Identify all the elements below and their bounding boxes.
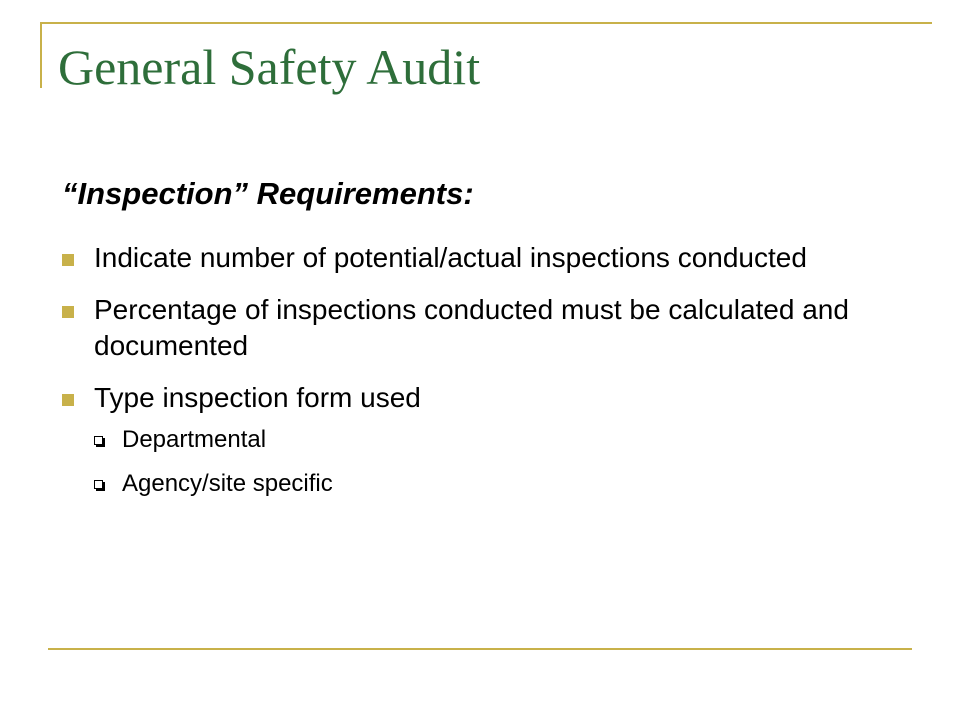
sub-bullet-list xyxy=(94,424,922,500)
square-bullet-icon xyxy=(62,254,74,266)
bottom-rule xyxy=(48,648,912,650)
slide-title: General Safety Audit xyxy=(58,39,481,95)
square-bullet-icon xyxy=(62,306,74,318)
list-item xyxy=(62,240,922,276)
hollow-square-bullet-icon xyxy=(94,436,103,445)
bullet-text: Indicate number of potential/actual inspections conducted xyxy=(94,242,807,273)
list-item xyxy=(62,380,922,500)
list-item xyxy=(62,292,922,364)
bullet-text: Percentage of inspections conducted must be calculated and documented xyxy=(94,294,849,361)
square-bullet-icon xyxy=(62,394,74,406)
bullet-text: Type inspection form used xyxy=(94,382,421,413)
sub-list-item xyxy=(94,468,922,500)
sub-bullet-text: Departmental xyxy=(122,426,267,453)
top-rule xyxy=(40,22,932,24)
section-heading: “Inspection” Requirements: xyxy=(62,176,474,211)
hollow-square-bullet-icon xyxy=(94,480,103,489)
bullet-list xyxy=(62,240,922,516)
left-rule xyxy=(40,22,42,88)
sub-bullet-text: Agency/site specific xyxy=(122,470,333,497)
sub-list-item xyxy=(94,424,922,456)
